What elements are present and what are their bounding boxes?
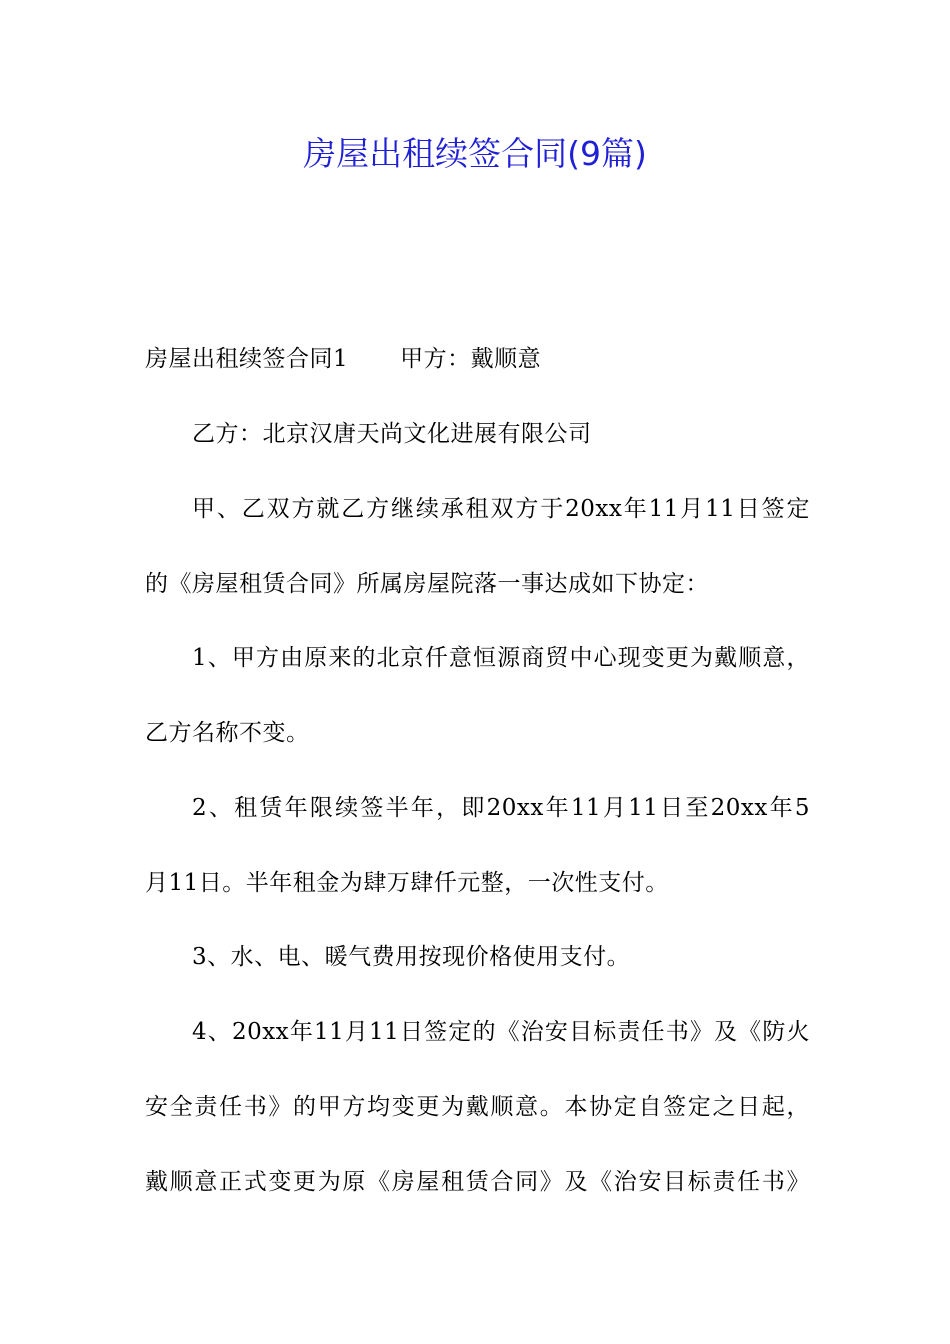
clause-4-line: 安全责任书》的甲方均变更为戴顺意。本协定自签定之日起， [145,1094,810,1120]
clause-2-line: 2、租赁年限续签半年，即20xx年11月11日至20xx年5 [192,795,810,821]
clause-3-line: 3、水、电、暖气费用按现价格使用支付。 [192,944,631,970]
clause-2-line: 月11日。半年租金为肆万肆仟元整，一次性支付。 [145,870,669,896]
party-b-line: 乙方：北京汉唐天尚文化进展有限公司 [192,421,592,447]
document-title: 房屋出租续签合同(9篇) [303,134,647,173]
clause-1-line: 乙方名称不变。 [145,720,310,746]
contract-number-label: 房屋出租续签合同1 [145,346,349,372]
party-a-label: 甲方：戴顺意 [400,346,542,372]
clause-4-line: 戴顺意正式变更为原《房屋租赁合同》及《治安目标责任书》 [145,1169,810,1195]
clause-1-line: 1、甲方由原来的北京仟意恒源商贸中心现变更为戴顺意， [192,645,810,671]
clause-4-line: 4、20xx年11月11日签定的《治安目标责任书》及《防火 [192,1019,810,1045]
paragraph-line: 的《房屋租赁合同》所属房屋院落一事达成如下协定： [145,571,709,597]
contract-heading-line [145,341,810,377]
paragraph-line: 甲、乙双方就乙方继续承租双方于20xx年11月11日签定 [192,496,810,522]
